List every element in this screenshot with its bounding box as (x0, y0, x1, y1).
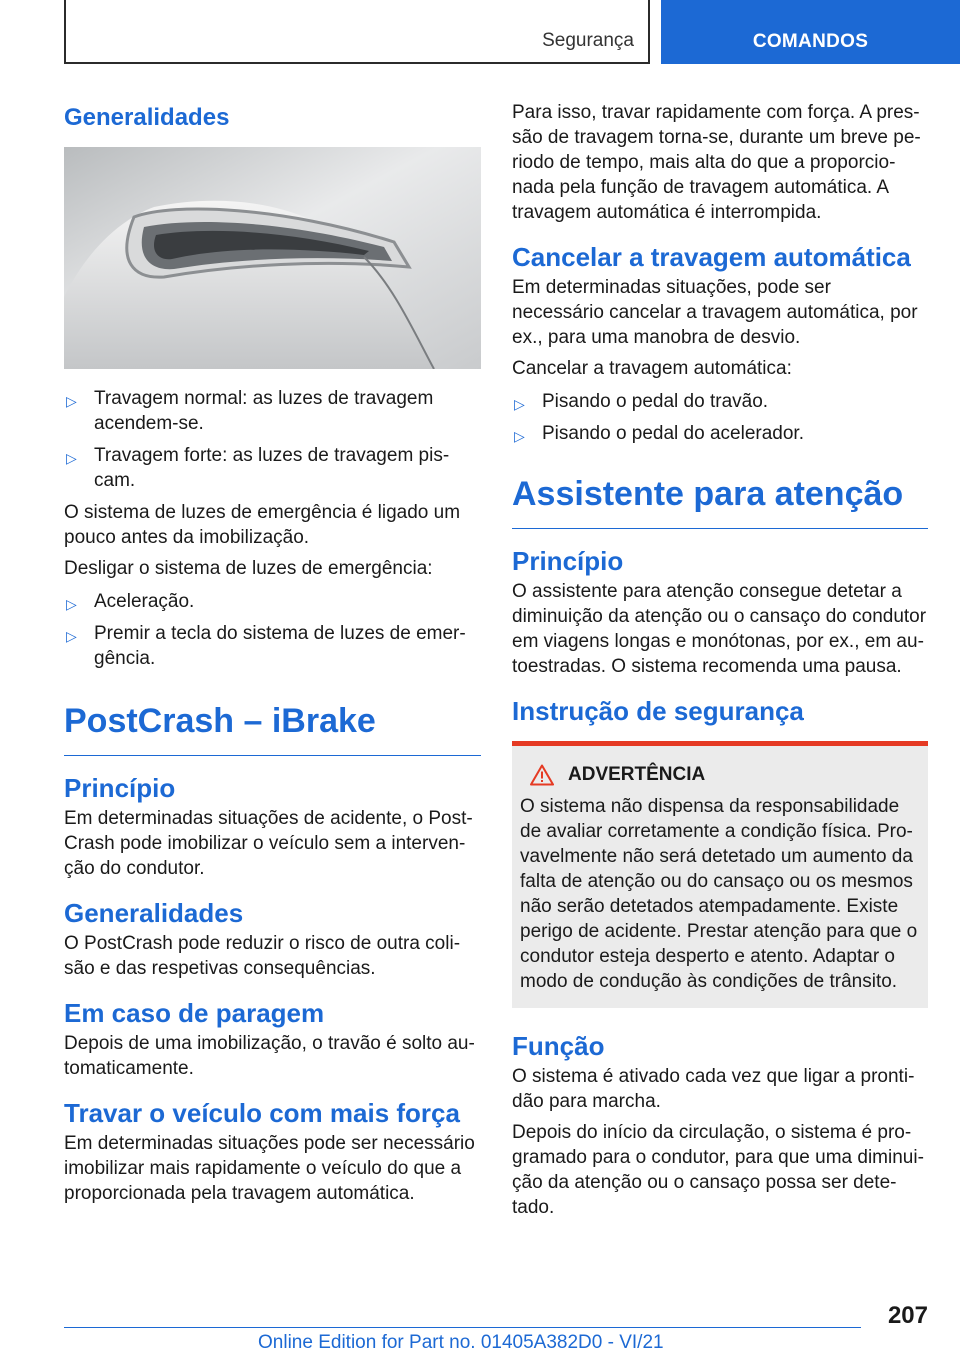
heading-travar: Travar o veículo com mais força (64, 1098, 460, 1128)
triangle-bullet-icon: ▷ (66, 628, 77, 644)
heading-cancelar: Cancelar a travagem automática (512, 242, 911, 272)
hazard-off-list (64, 589, 481, 671)
footer-divider (64, 1327, 861, 1328)
heading-paragem: Em caso de paragem (64, 998, 325, 1028)
page-number: 207 (887, 1302, 928, 1329)
list-item: ▷ Pisando o pedal do acelerador. (512, 421, 928, 446)
brake-light-list (64, 386, 481, 493)
paragraph: Em determinadas situações de acidente, o PostCrash pode imobilizar o veículo sem a intervenção do condutor. (64, 808, 473, 879)
paragraph: Em determinadas situações pode ser necessário imobilizar mais rapidamente o veículo do que a proporcionada pela travagem automática. (64, 1133, 475, 1204)
triangle-bullet-icon: ▷ (66, 596, 77, 612)
heading-funcao: Função (512, 1031, 605, 1061)
list-item: ▷ Premir a tecla do sistema de luzes de emergência. (66, 623, 466, 669)
heading-generalidades-2: Generalidades (64, 898, 244, 928)
heading-assistente: Assistente para atenção (512, 472, 928, 529)
heading-principio: Princípio (64, 773, 176, 803)
paragraph: O sistema é ativado cada vez que ligar a prontidão para marcha. (512, 1066, 915, 1112)
heading-seguranca: Instrução de segurança (512, 696, 804, 726)
list-item: ▷ Travagem normal: as luzes de travagem acendem-se. (66, 388, 434, 434)
right-column (512, 100, 928, 1220)
triangle-bullet-icon: ▷ (66, 450, 77, 466)
paragraph: Cancelar a travagem automática: (512, 358, 792, 379)
warning-text: O sistema não dispensa da responsabilidade de avaliar corretamente a condição física. Provavelmente não será detetado um aumento da falta de atenção ou do cansaço ou os mesmos não serão detetados atempadamente. Existe perigo de acidente. Prestar atenção para que o condutor esteja desperto e atento. Adaptar o modo de condução às condições de trânsito. (520, 796, 918, 992)
heading-principio-2: Princípio (512, 546, 624, 576)
paragraph: Depois do início da circulação, o sistema é programado para o condutor, para que uma diminuição da atenção ou o cansaço possa ser detetado. (512, 1122, 924, 1218)
paragraph: O assistente para atenção consegue detetar a diminuição da atenção ou o cansaço do condutor em viagens longas e monótonas, por ex., em autoestradas. O sistema recomenda uma pausa. (512, 581, 927, 677)
paragraph: Para isso, travar rapidamente com força. A pressão de travagem torna-se, durante um breve periodo de tempo, mais alta do que a proporcionada pela função de travagem automática. A travagem automática é interrompida. (512, 102, 921, 223)
taillight-photo (64, 147, 481, 369)
triangle-bullet-icon: ▷ (514, 428, 525, 444)
heading-generalidades: Generalidades (64, 104, 230, 131)
paragraph: Depois de uma imobilização, o travão é solto automaticamente. (64, 1033, 475, 1079)
heading-postcrash: PostCrash – iBrake (64, 699, 481, 756)
warning-title: ADVERTÊNCIA (568, 764, 706, 785)
paragraph: Em determinadas situações, pode ser necessário cancelar a travagem automática, por ex., para uma manobra de desvio. (512, 277, 918, 348)
left-column (64, 96, 481, 1206)
header-section-tab (64, 0, 650, 64)
warning-box (512, 741, 928, 1008)
edition-note: Online Edition for Part no. 01405A382D0 - VI/21 (258, 1332, 664, 1353)
paragraph: O sistema de luzes de emergência é ligado um pouco antes da imobilização. (64, 502, 461, 548)
paragraph: O PostCrash pode reduzir o risco de outra colisão e das respetivas consequências. (64, 933, 461, 979)
header-chapter-label: COMANDOS (752, 31, 869, 52)
warning-header (520, 764, 918, 786)
cancel-list (512, 389, 928, 446)
paragraph: Desligar o sistema de luzes de emergência: (64, 558, 433, 579)
triangle-bullet-icon: ▷ (66, 393, 77, 409)
warning-triangle-icon (530, 764, 554, 786)
header-section-label: Segurança (542, 30, 634, 51)
list-item: ▷ Aceleração. (64, 589, 481, 614)
triangle-bullet-icon: ▷ (514, 396, 525, 412)
list-item: ▷ Pisando o pedal do travão. (512, 389, 928, 414)
header-chapter-tab (661, 0, 960, 64)
list-item: ▷ Travagem forte: as luzes de travagem piscam. (66, 445, 450, 491)
